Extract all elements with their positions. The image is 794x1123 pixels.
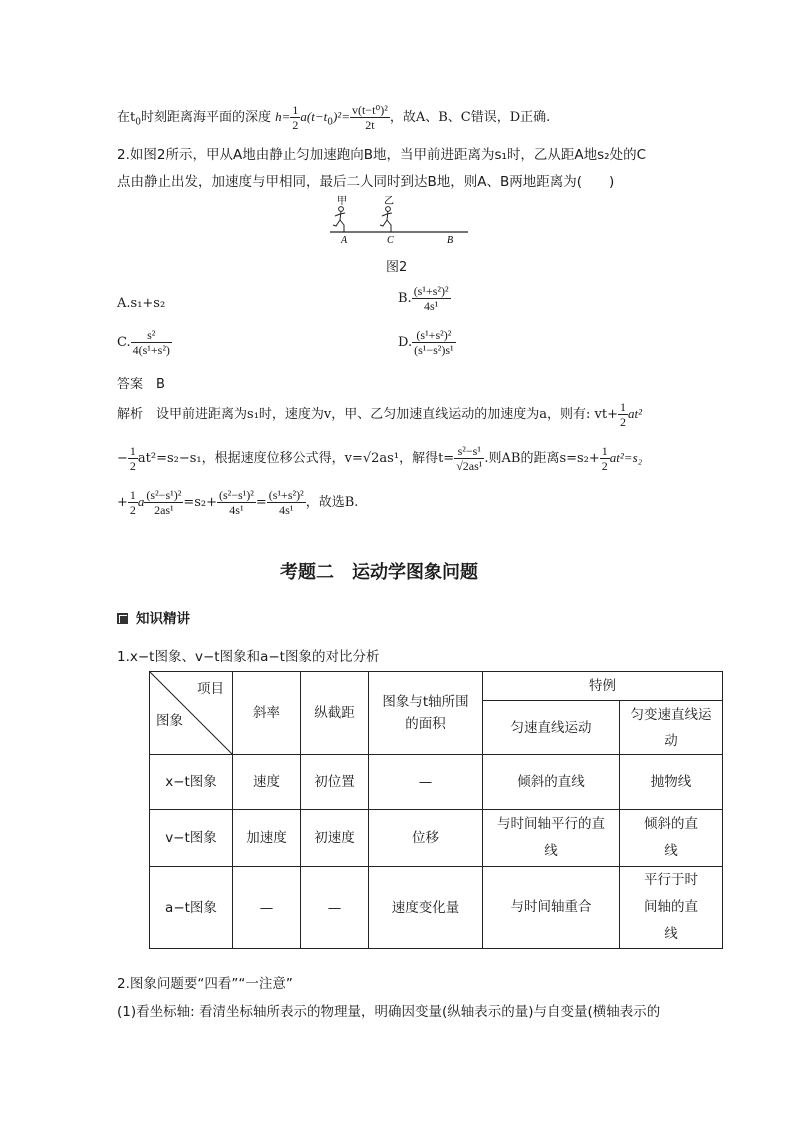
runner-jia-label: 甲 — [337, 196, 347, 207]
option-b: B. $\frac{\text{(s¹+s²)²}}{\text{4s¹}}$ — [398, 284, 449, 313]
row-intercept: — — [301, 867, 369, 949]
row-accel: 抛物线 — [620, 755, 723, 810]
table-corner-cell — [150, 672, 233, 755]
answer-label: 答案 — [117, 377, 144, 392]
corner-bottom-label: 图象 — [156, 713, 183, 729]
header-uniform: 匀速直线运动 — [483, 701, 620, 755]
question-2-line-2: 点由静止出发，加速度与甲相同，最后二人同时到达B地，则A、B两地距离为( ) — [117, 174, 615, 190]
h-equals: h= — [275, 109, 291, 124]
header-intercept: 纵截距 — [301, 672, 369, 755]
row-intercept: 初速度 — [301, 810, 369, 867]
top-equation-line — [117, 103, 550, 132]
row-slope: 加速度 — [233, 810, 301, 867]
runner-jia-icon — [333, 207, 345, 230]
row-intercept: 初位置 — [301, 755, 369, 810]
row-area: 位移 — [369, 810, 483, 867]
point-a-label: A — [341, 235, 348, 246]
header-special: 特例 — [483, 672, 723, 701]
analysis-line-2: − $\frac{1}{2}$ at²=s₂−s₁，根据速度位移公式得，v=√2as¹，解得t= $\frac{\text{s²−s¹}}{\text{√2as¹}}$ .则AB的距离s=s₂+ $\frac{1}{2}$ at²=s₂ — [117, 444, 643, 473]
knowledge-heading: 知识精讲 — [117, 607, 190, 627]
row-name: a−t图象 — [150, 867, 233, 949]
row-uniform: 与时间轴平行的直线 — [483, 810, 620, 867]
option-c: C. $\frac{\text{s²}}{\text{4(s¹+s²)}}$ — [117, 328, 170, 357]
header-slope: 斜率 — [233, 672, 301, 755]
table-row — [150, 867, 723, 949]
point-b-label: B — [447, 235, 454, 246]
runner-yi-icon — [380, 207, 392, 230]
row-area: — — [369, 755, 483, 810]
header-accel: 匀变速直线运动 — [620, 701, 723, 755]
option-a: A.s₁+s₂ — [117, 296, 166, 311]
analysis-line-1: 解析 设甲前进距离为s₁时，速度为v，甲、乙匀加速直线运动的加速度为a，则有: vt+ $\frac{1}{2}$ at² — [117, 400, 642, 429]
half-fraction: $\frac{1}{2}$ — [292, 103, 299, 132]
item-2-text: 2.图象问题要“四看”“一注意” — [117, 976, 293, 992]
row-slope: — — [233, 867, 301, 949]
v-fraction: $\frac{\text{v(t−t⁰)²}}{2t}$ — [351, 103, 388, 132]
question-2-line-1: 2.如图2所示，甲从A地由静止匀加速跑向B地，当甲前进距离为s₁时，乙从距A地s₂处的C — [117, 147, 647, 163]
corner-top-label: 项目 — [197, 681, 224, 697]
comparison-table — [149, 671, 723, 949]
runner-yi-label: 乙 — [384, 196, 394, 207]
row-accel: 平行于时间轴的直线 — [620, 867, 723, 949]
header-area: 图象与t轴所围的面积 — [369, 672, 483, 755]
row-slope: 速度 — [233, 755, 301, 810]
top-prefix: 在t — [117, 110, 136, 125]
top-suffix: ，故A、B、C错误，D正确. — [389, 110, 551, 125]
expr-a: a(t−t — [300, 109, 328, 124]
item-1-text: 1.x−t图象、v−t图象和a−t图象的对比分析 — [117, 649, 380, 665]
expr-end: )²= — [332, 109, 350, 124]
figure-2-diagram — [320, 192, 480, 248]
item-2-sub-text: (1)看坐标轴: 看清坐标轴所表示的物理量，明确因变量(纵轴表示的量)与自变量(横轴表示的 — [117, 1004, 661, 1020]
row-accel: 倾斜的直线 — [620, 810, 723, 867]
answer-line — [117, 373, 165, 392]
figure-caption: 图2 — [386, 260, 408, 275]
expr-sub: 0 — [327, 117, 333, 128]
table-row — [150, 755, 723, 810]
point-c-label: C — [387, 235, 394, 246]
row-uniform: 倾斜的直线 — [483, 755, 620, 810]
top-mid-text: 时刻距离海平面的深度 — [140, 110, 271, 125]
row-name: v−t图象 — [150, 810, 233, 867]
option-d: D. $\frac{\text{(s¹+s²)²}}{\text{(s¹−s²)s¹}}$ — [398, 328, 454, 357]
t0-subscript: 0 — [135, 117, 141, 128]
square-bullet-icon — [117, 613, 128, 624]
section-title: 考题二 运动学图象问题 — [280, 562, 478, 583]
row-uniform: 与时间轴重合 — [483, 867, 620, 949]
table-row — [150, 810, 723, 867]
answer-value: B — [156, 377, 165, 392]
analysis-line-3: + $\frac{1}{2}$ a $\frac{\text{(s²−s¹)²}}{\text{2as¹}}$ =s₂+ $\frac{\text{(s²−s¹)²}}{\text{4s¹}}$ = $\frac{\text{(s¹+s²)²}}{\text{4s¹}}$ ，故选B. — [117, 488, 359, 517]
row-area: 速度变化量 — [369, 867, 483, 949]
row-name: x−t图象 — [150, 755, 233, 810]
